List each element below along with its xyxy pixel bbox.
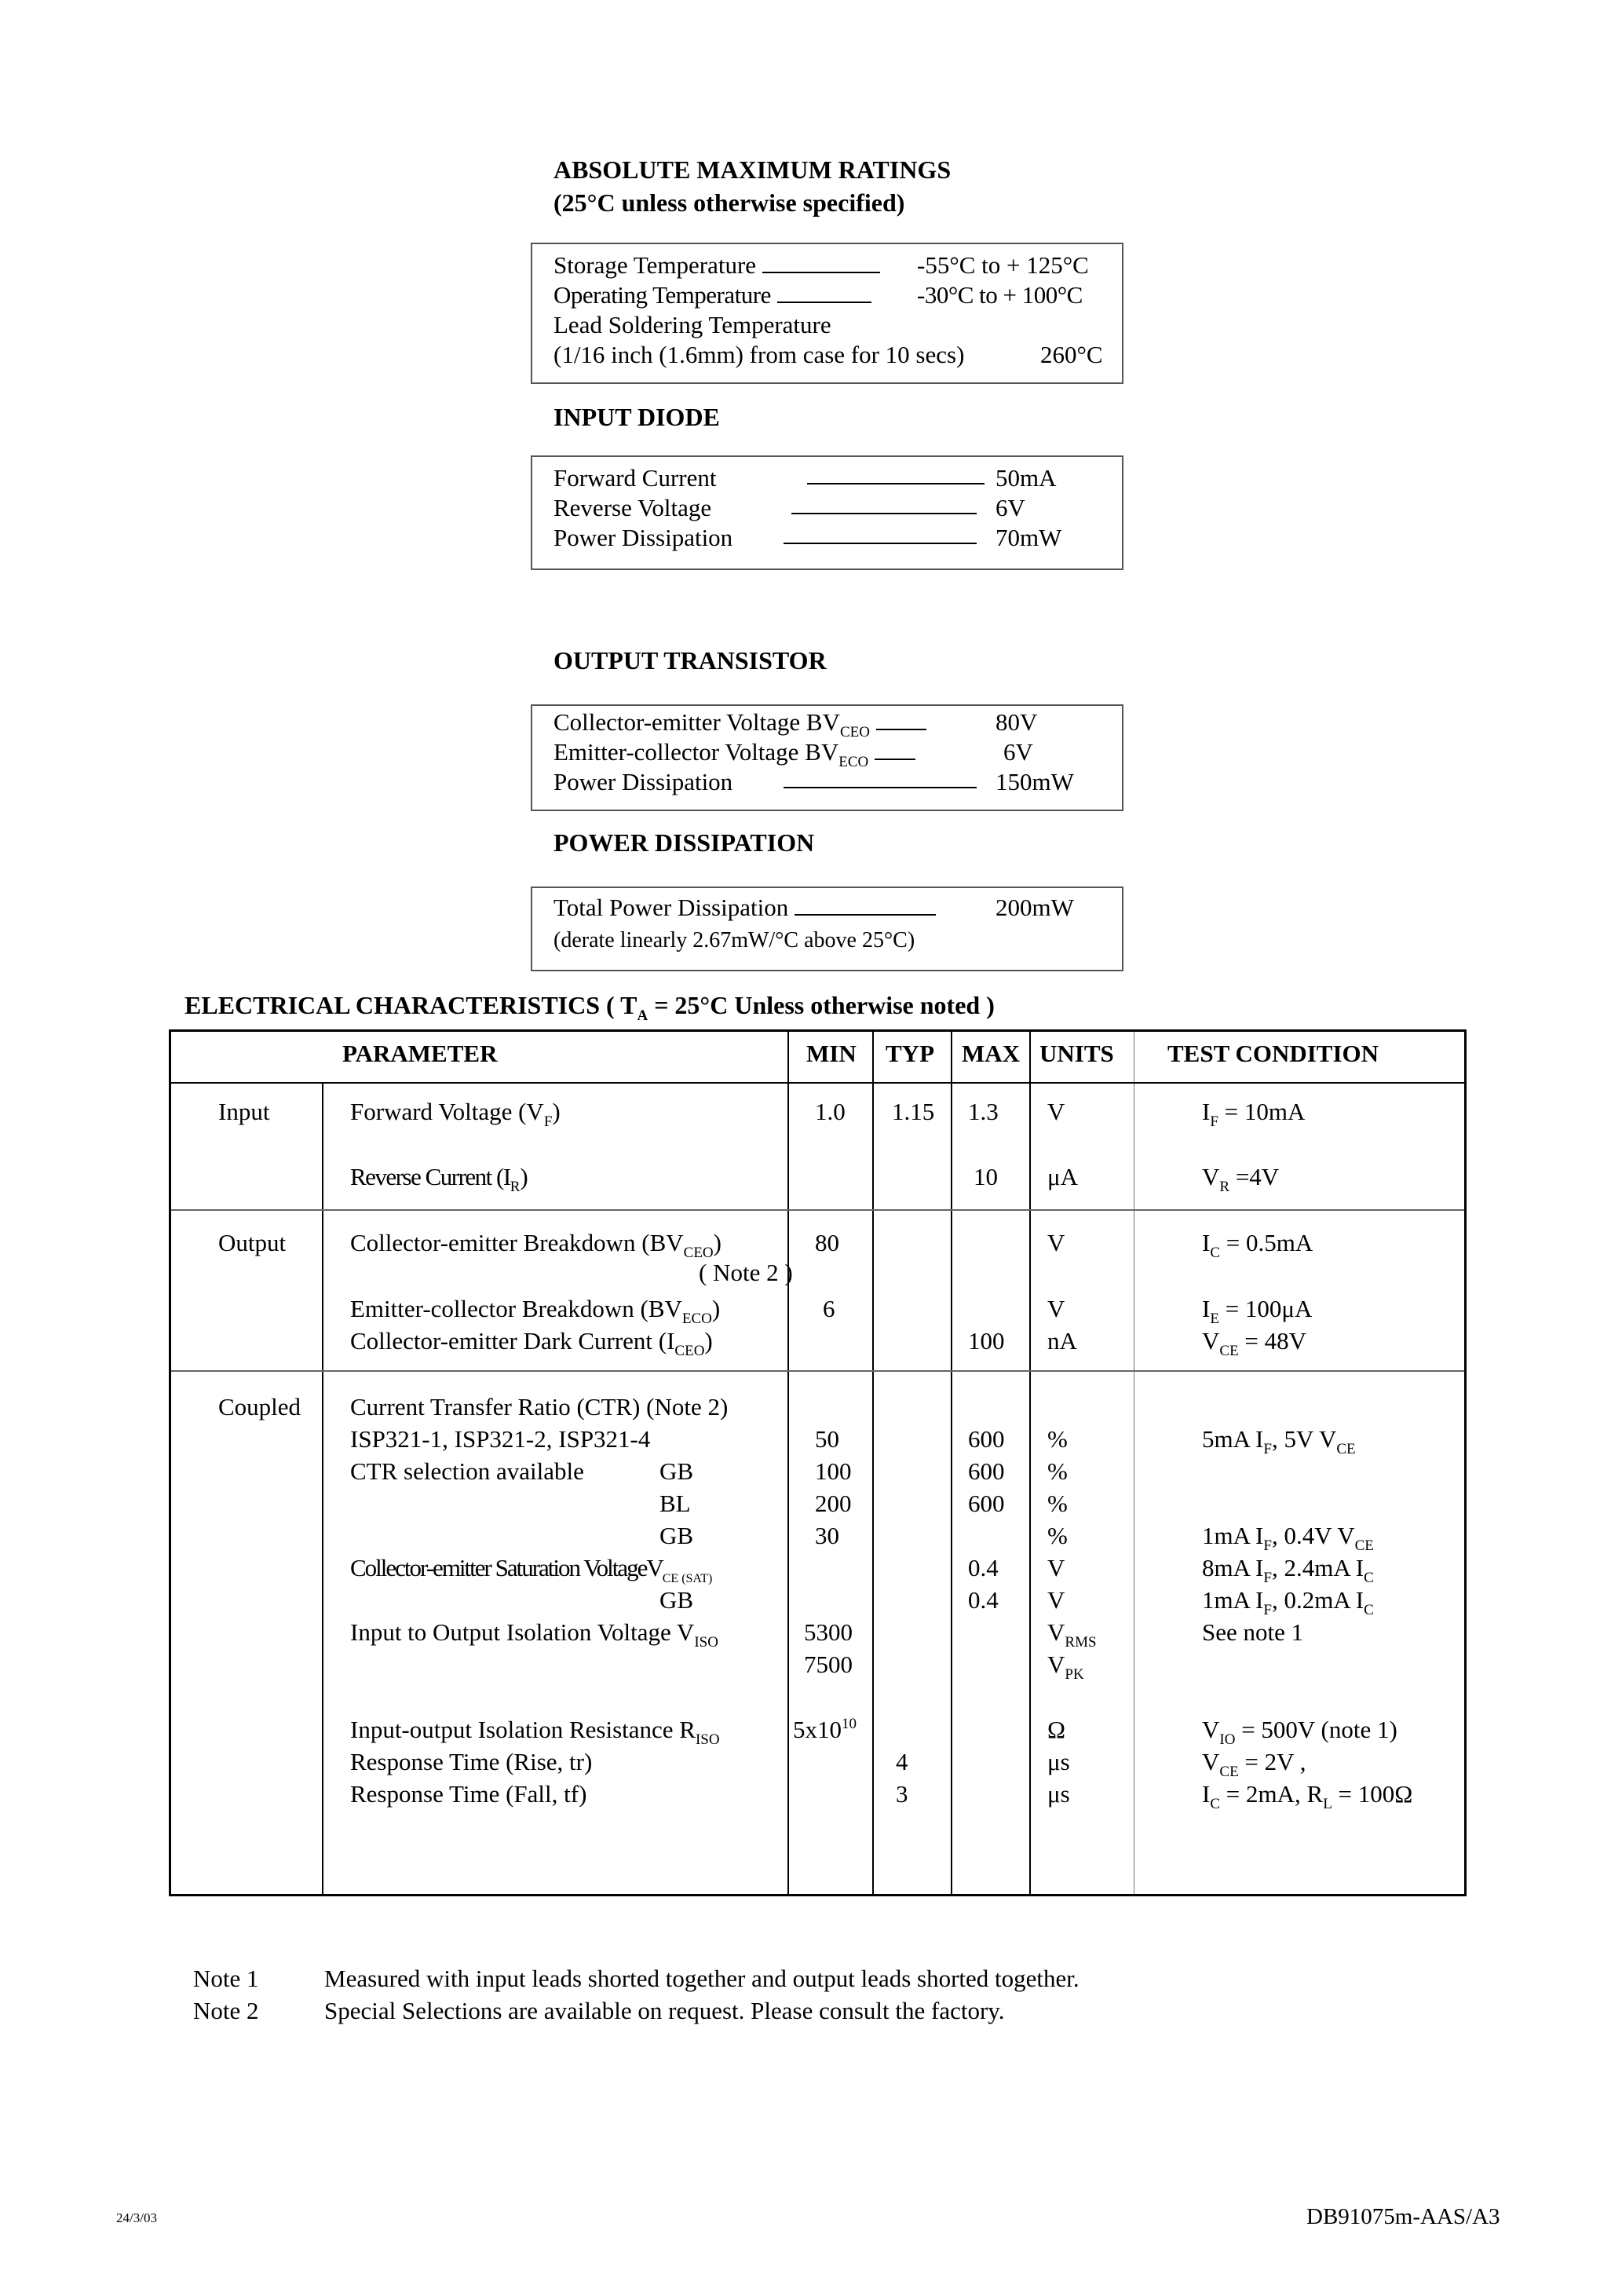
- tr-unit: μs: [1047, 1748, 1070, 1775]
- ir-unit: μA: [1047, 1163, 1079, 1190]
- param-ctr: Current Transfer Ratio (CTR) (Note 2): [350, 1393, 729, 1420]
- output-rule: [171, 1370, 1464, 1372]
- abs-max-title: ABSOLUTE MAXIMUM RATINGS: [553, 155, 952, 184]
- param-forward-voltage: Forward Voltage $(V_F)$: [350, 1098, 561, 1130]
- isp-min: 50: [815, 1425, 839, 1453]
- col-divider-group: [322, 1084, 323, 1894]
- isp-max: 600: [968, 1425, 1005, 1453]
- vcesat-gb-grade: GB: [659, 1586, 694, 1614]
- vceo-row: [553, 707, 933, 740]
- power-dissipation-box: [531, 887, 1123, 971]
- group-output: Output: [218, 1229, 287, 1256]
- fwd-current-leader: [807, 483, 985, 484]
- param-iceo: Collector-emitter Dark Current $(I_{CEO})$: [350, 1327, 713, 1359]
- isp-unit: %: [1047, 1425, 1068, 1453]
- vceo-value: 80V: [995, 708, 1038, 736]
- fwd-current-label: Forward Current: [553, 464, 717, 492]
- diode-pd-value: 70mW: [995, 524, 1062, 551]
- veco-sub: ECO: [838, 754, 869, 770]
- input-rule: [171, 1209, 1464, 1211]
- transistor-pd-value: 150mW: [995, 768, 1074, 795]
- electrical-title-post: = 25°C Unless otherwise noted ): [648, 991, 995, 1019]
- fwd-current-value: 50mA: [995, 464, 1057, 492]
- abs-max-subtitle: (25°C unless otherwise specified): [553, 188, 905, 217]
- viso-unit: $V_{RMS}$: [1047, 1618, 1097, 1651]
- viso-min: 5300: [804, 1618, 853, 1646]
- riso-min: $5x10^{10}$: [793, 1716, 857, 1743]
- bvceo-condition: $I_C = 0.5mA$: [1202, 1229, 1313, 1261]
- tr-condition: $V_{CE} = 2V$ ,: [1202, 1748, 1306, 1780]
- iceo-max: 100: [968, 1327, 1005, 1355]
- operating-temp-label: Operating Temperature: [553, 281, 771, 309]
- electrical-table: [169, 1029, 1467, 1896]
- vf-typ: 1.15: [892, 1098, 935, 1125]
- param-vcesat: Collector-emitter Saturation VoltageV$_{CE (SAT)}$: [350, 1554, 713, 1585]
- storage-temp-row: [553, 250, 886, 280]
- viso-pk-unit: $V_{PK}$: [1047, 1651, 1084, 1683]
- storage-temp-label: Storage Temperature: [553, 251, 757, 279]
- col-divider-units: [1029, 1032, 1031, 1894]
- sel-bl-unit: %: [1047, 1490, 1068, 1517]
- param-viso: Input to Output Isolation Voltage $V_{ISO}$: [350, 1618, 718, 1651]
- iceo-condition: $V_{CE} = 48V$: [1202, 1327, 1307, 1359]
- header-rule: [171, 1082, 1464, 1084]
- note-2-text: Special Selections are available on request. Please consult the factory.: [324, 1997, 1005, 2024]
- vceo-sub: CEO: [840, 724, 870, 740]
- sel-gb-max: 600: [968, 1457, 1005, 1485]
- rev-voltage-leader: [791, 513, 977, 514]
- diode-pd-leader: [784, 543, 977, 544]
- vf-min: 1.0: [815, 1098, 846, 1125]
- transistor-pd-leader: [784, 787, 977, 788]
- header-typ: TYP: [886, 1040, 934, 1067]
- viso-condition: See note 1: [1202, 1618, 1304, 1646]
- header-test-condition: TEST CONDITION: [1167, 1040, 1379, 1067]
- transistor-pd-label: Power Dissipation: [553, 768, 733, 795]
- ir-max: 10: [974, 1163, 998, 1190]
- riso-unit: Ω: [1047, 1716, 1066, 1743]
- total-pd-value: 200mW: [995, 894, 1074, 921]
- input-diode-title: INPUT DIODE: [553, 403, 720, 431]
- veco-label: Emitter-collector Voltage BV: [553, 738, 839, 766]
- param-rise-time: Response Time (Rise, tr): [350, 1748, 593, 1775]
- param-riso: Input-output Isolation Resistance $R_{ISO}$: [350, 1716, 720, 1748]
- bvceo-min: 80: [815, 1229, 839, 1256]
- isp-condition: 5mA $I_F$, 5V $V_{CE}$: [1202, 1425, 1356, 1457]
- bveco-condition: $I_E = 100\mu A$: [1202, 1295, 1313, 1327]
- param-bveco: Emitter-collector Breakdown $(BV_{ECO})$: [350, 1295, 721, 1327]
- tf-unit: μs: [1047, 1780, 1070, 1808]
- note-2-label: Note 2: [193, 1997, 259, 2024]
- header-min: MIN: [806, 1040, 857, 1067]
- footer-doc-id: DB91075m-AAS/A3: [1306, 2204, 1500, 2229]
- vcesat-gb-unit: V: [1047, 1586, 1065, 1614]
- vcesat-gb-max: 0.4: [968, 1586, 999, 1614]
- abs-max-box: [531, 243, 1123, 384]
- sel-bl-max: 600: [968, 1490, 1005, 1517]
- storage-temp-value: -55°C to + 125°C: [917, 251, 1089, 279]
- vcesat-max: 0.4: [968, 1554, 999, 1581]
- ir-condition: $V_R =4V$: [1202, 1163, 1280, 1195]
- veco-row: [553, 737, 922, 770]
- electrical-title: [184, 991, 995, 1024]
- header-units: UNITS: [1039, 1040, 1114, 1067]
- vceo-label: Collector-emitter Voltage BV: [553, 708, 840, 736]
- iceo-unit: nA: [1047, 1327, 1077, 1355]
- header-max: MAX: [962, 1040, 1021, 1067]
- diode-pd-label: Power Dissipation: [553, 524, 733, 551]
- col-divider-max: [951, 1032, 952, 1894]
- sel-gb-min: 100: [815, 1457, 852, 1485]
- vcesat-unit: V: [1047, 1554, 1065, 1581]
- sel-gb-grade: GB: [659, 1457, 694, 1485]
- param-reverse-current: Reverse Current $(I_R)$: [350, 1163, 528, 1195]
- vf-max: 1.3: [968, 1098, 999, 1125]
- input-diode-box: [531, 455, 1123, 570]
- col-divider-min: [787, 1032, 789, 1894]
- bveco-unit: V: [1047, 1295, 1065, 1322]
- col-divider-typ: [872, 1032, 874, 1894]
- footer-date: 24/3/03: [116, 2210, 157, 2225]
- derate-note: (derate linearly 2.67mW/°C above 25°C): [553, 928, 915, 952]
- operating-temp-value: -30°C to + 100°C: [917, 281, 1083, 309]
- sel-gb2-condition: 1mA $I_F$, 0.4V $V_{CE}$: [1202, 1522, 1374, 1554]
- rev-voltage-value: 6V: [995, 494, 1025, 521]
- group-coupled: Coupled: [218, 1393, 301, 1420]
- sel-gb2-min: 30: [815, 1522, 839, 1549]
- output-transistor-box: [531, 704, 1123, 811]
- output-transistor-title: OUTPUT TRANSISTOR: [553, 646, 827, 675]
- param-fall-time: Response Time (Fall, tf): [350, 1780, 587, 1808]
- param-ctr-selection: CTR selection available: [350, 1457, 584, 1485]
- vcesat-gb-condition: 1mA $I_F$, 0.2mA $I_C$: [1202, 1586, 1374, 1618]
- electrical-title-pre: ELECTRICAL CHARACTERISTICS ( T: [184, 991, 637, 1019]
- rev-voltage-label: Reverse Voltage: [553, 494, 712, 521]
- bvceo-unit: V: [1047, 1229, 1065, 1256]
- param-isp321: ISP321-1, ISP321-2, ISP321-4: [350, 1425, 651, 1453]
- note-1-text: Measured with input leads shorted together and output leads shorted together.: [324, 1965, 1080, 1992]
- param-bvceo: Collector-emitter Breakdown $(BV_{CEO})$: [350, 1229, 721, 1261]
- viso-pk-min: 7500: [804, 1651, 853, 1678]
- operating-temp-row: [553, 280, 878, 310]
- tr-typ: 4: [896, 1748, 908, 1775]
- sel-bl-grade: BL: [659, 1490, 691, 1517]
- lead-solder-value: 260°C: [1040, 341, 1103, 368]
- sel-gb2-unit: %: [1047, 1522, 1068, 1549]
- electrical-title-sub: A: [637, 1007, 648, 1024]
- sel-bl-min: 200: [815, 1490, 852, 1517]
- note-1-label: Note 1: [193, 1965, 259, 1992]
- tf-condition: $I_C = 2mA$, $R_L = 100\Omega$: [1202, 1780, 1413, 1812]
- vf-unit: V: [1047, 1098, 1065, 1125]
- riso-condition: $V_{IO} = 500V$ (note 1): [1202, 1716, 1397, 1748]
- power-dissipation-title: POWER DISSIPATION: [553, 828, 815, 857]
- total-pd-row: [553, 893, 942, 923]
- total-pd-label: Total Power Dissipation: [553, 894, 789, 921]
- vcesat-condition: 8mA $I_F$, 2.4mA $I_C$: [1202, 1554, 1374, 1586]
- sel-gb2-grade: GB: [659, 1522, 694, 1549]
- bveco-min: 6: [823, 1295, 835, 1322]
- lead-solder-label: Lead Soldering Temperature: [553, 311, 831, 338]
- header-parameter: PARAMETER: [342, 1040, 498, 1067]
- bvceo-note: ( Note 2 ): [699, 1259, 793, 1286]
- tf-typ: 3: [896, 1780, 908, 1808]
- vf-condition: $I_F = 10mA$: [1202, 1098, 1306, 1130]
- sel-gb-unit: %: [1047, 1457, 1068, 1485]
- veco-value: 6V: [1003, 738, 1033, 766]
- lead-solder-sub-label: (1/16 inch (1.6mm) from case for 10 secs): [553, 341, 965, 368]
- group-input: Input: [218, 1098, 270, 1125]
